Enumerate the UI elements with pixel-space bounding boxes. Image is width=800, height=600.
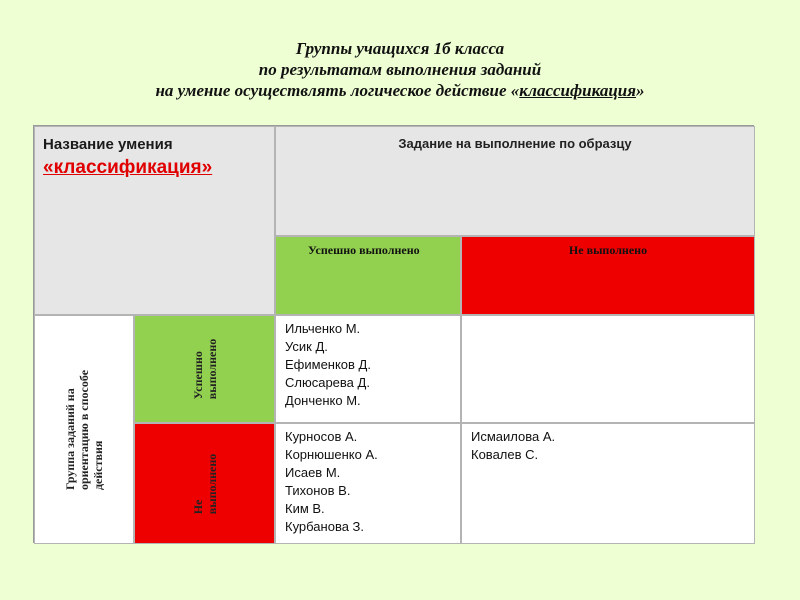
classification-table: [33, 125, 754, 543]
column-header-success: Успешно выполнено: [275, 236, 461, 315]
column-header-fail: Не выполнено: [461, 236, 755, 315]
row-header-success-label: Успешно выполнено: [190, 338, 219, 400]
student-name: Тихонов В.: [285, 483, 351, 498]
cell-fail-success: [275, 423, 461, 544]
title-line-3: на умение осуществлять логическое действие «классификация»: [155, 81, 645, 100]
student-name: Усик Д.: [285, 339, 328, 354]
student-name: Исаев М.: [285, 465, 341, 480]
student-name: Исмаилова А.: [471, 429, 556, 444]
page-title: [0, 38, 800, 101]
cell-success-success: [275, 315, 461, 423]
title-line-1: Группы учащихся 1б класса: [295, 39, 505, 58]
student-name: Ильченко М.: [285, 321, 361, 336]
skill-name: «классификация»: [43, 157, 213, 178]
title-line-2: по результатам выполнения заданий: [258, 60, 542, 79]
student-name: Курносов А.: [285, 429, 358, 444]
cell-success-fail: [461, 315, 755, 423]
student-name: Корнюшенко А.: [285, 447, 378, 462]
row-group-label-cell: [34, 315, 134, 544]
student-name: Курбанова З.: [285, 519, 365, 534]
student-name: Слюсарева Д.: [285, 375, 370, 390]
student-name: Ким В.: [285, 501, 325, 516]
student-name: Донченко М.: [285, 393, 361, 408]
row-header-success: [134, 315, 275, 423]
student-name: Ковалев С.: [471, 447, 539, 462]
cell-fail-fail: [461, 423, 755, 544]
student-name: Ефименков Д.: [285, 357, 371, 372]
skill-header-label: Название умения: [43, 136, 173, 153]
skill-header-cell: [34, 126, 275, 315]
row-header-fail: [134, 423, 275, 544]
row-group-label: Группа заданий на ориентацию в способе действия: [63, 369, 105, 490]
task-header-cell: Задание на выполнение по образцу: [275, 126, 755, 236]
row-header-fail-label: Не выполнено: [190, 453, 219, 514]
